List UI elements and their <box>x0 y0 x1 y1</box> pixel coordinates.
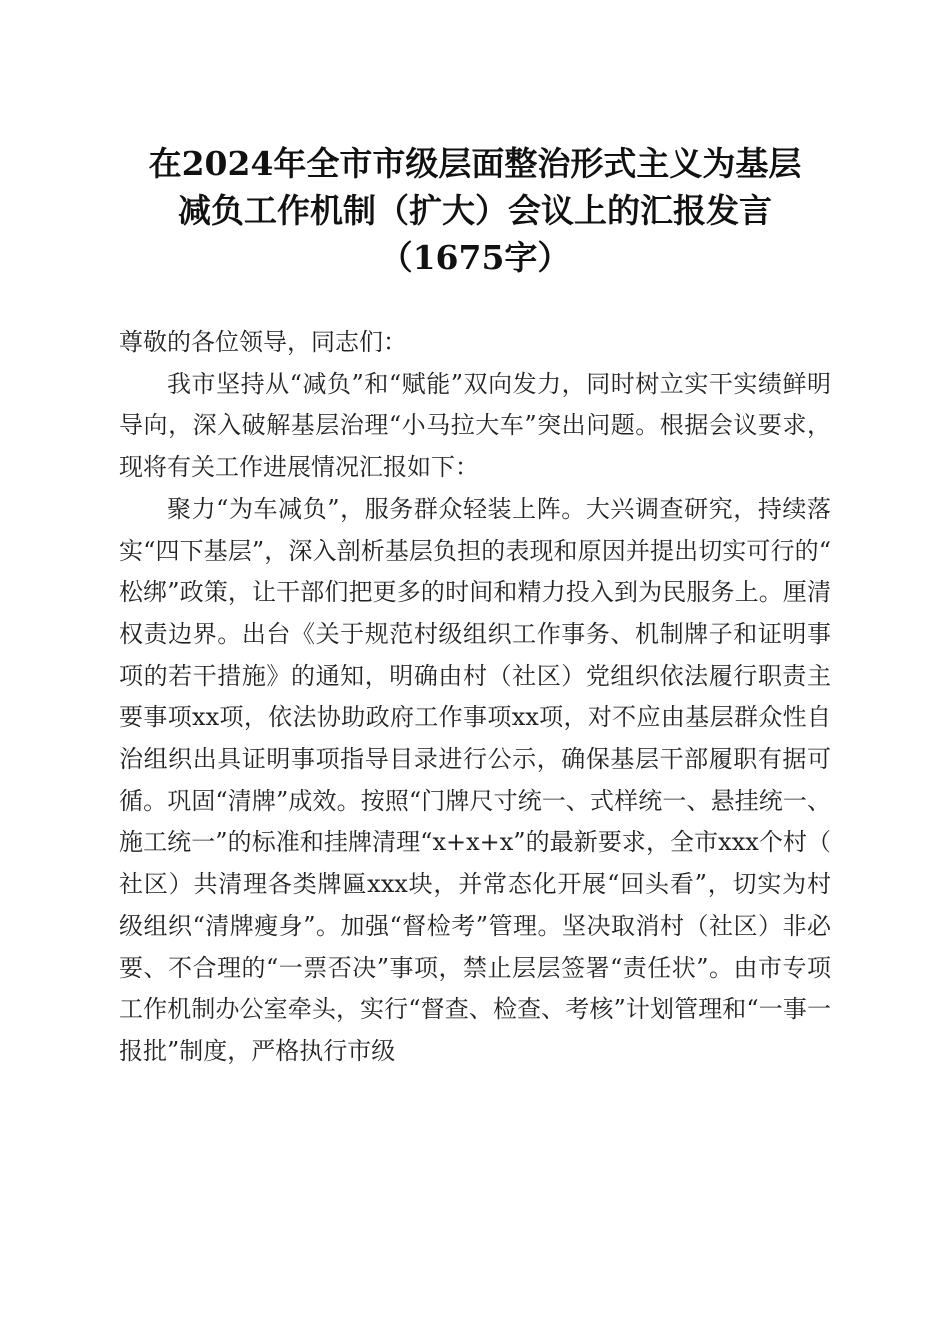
paragraph-intro: 我市坚持从“减负”和“赋能”双向发力，同时树立实干实绩鲜明导向，深入破解基层治理“小马拉大车”突出问题。根据会议要求，现将有关工作进展情况汇报如下： <box>119 369 831 482</box>
document-body <box>119 322 831 1073</box>
title-line-2: 减负工作机制（扩大）会议上的汇报发言 <box>178 191 772 230</box>
paragraph-reduce-burden: 聚力“为车减负”，服务群众轻装上阵。大兴调查研究，持续落实“四下基层”，深入剖析基层负担的表现和原因并提出切实可行的“松绑”政策，让干部们把更多的时间和精力投入到为民服务上。厘清权责边界。出台《关于规范村级组织工作事务、机制牌子和证明事项的若干措施》的通知，明确由村（社区）党组织依法履行职责主要事项xx项，依法协助政府工作事项xx项，对不应由基层群众性自治组织出具证明事项指导目录进行公示，确保基层干部履职有据可循。巩固“清牌”成效。按照“门牌尺寸统一、式样统一、悬挂统一、施工统一”的标准和挂牌清理“x+x+x”的最新要求，全市xxx个村（社区）共清理各类牌匾xxx块，并常态化开展“回头看”，切实为村级组织“清牌瘦身”。加强“督检考”管理。坚决取消村（社区）非必要、不合理的“一票否决”事项，禁止层层签署“责任状”。由市专项工作机制办公室牵头，实行“督查、检查、考核”计划管理和“一事一报批”制度，严格执行市级 <box>119 494 831 1065</box>
title-line-3: （1675字） <box>379 238 571 277</box>
document-title <box>100 140 850 281</box>
title-line-1: 在2024年全市市级层面整治形式主义为基层 <box>148 144 802 183</box>
salutation: 尊敬的各位领导，同志们： <box>119 328 407 356</box>
